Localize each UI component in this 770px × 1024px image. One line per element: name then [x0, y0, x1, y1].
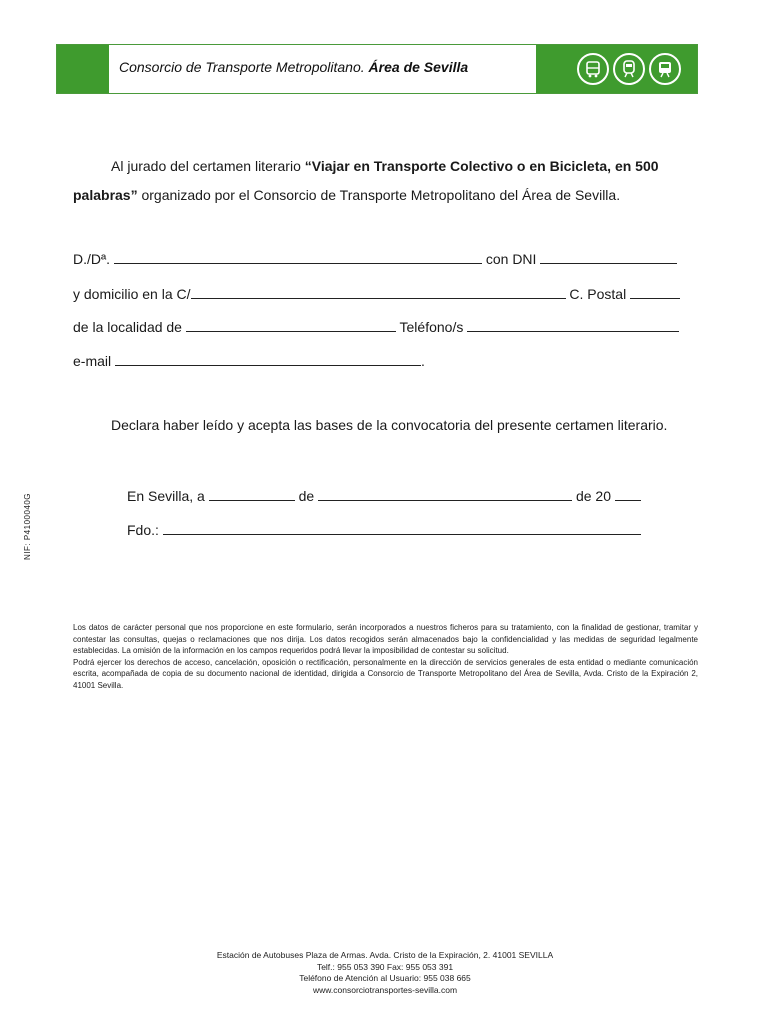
year-label: de 20 [575, 488, 612, 504]
de-label: de [298, 488, 315, 504]
email-label: e-mail [73, 353, 112, 369]
address-line [73, 284, 680, 302]
month-field[interactable] [318, 486, 572, 501]
name-line [73, 249, 677, 267]
locality-line [73, 317, 679, 335]
declaration: Declara haber leído y acepta las bases de la convocatoria del presente certamen literario. [111, 417, 668, 433]
metro-icon [649, 53, 681, 85]
organization-name: Consorcio de Transporte Metropolitano. [119, 59, 365, 75]
dni-field[interactable] [540, 249, 677, 264]
year-field[interactable] [615, 486, 641, 501]
organization-title [119, 59, 468, 75]
day-field[interactable] [209, 486, 295, 501]
footer-line-3: Teléfono de Atención al Usuario: 955 038 665 [299, 973, 471, 983]
date-line [127, 486, 641, 504]
nif-vertical-text: NIF: P4100040G [23, 492, 32, 560]
email-field[interactable] [115, 351, 421, 366]
name-field[interactable] [114, 249, 482, 264]
postal-field[interactable] [630, 284, 680, 299]
green-block-left [57, 45, 109, 93]
address-field[interactable] [191, 284, 566, 299]
footer-address [0, 950, 770, 996]
signature-line [127, 520, 641, 538]
dni-label: con DNI [485, 251, 537, 267]
contest-title: “Viajar en Transporte Colectivo o en Bicicleta, en 500 palabras” [73, 158, 659, 203]
legal-notice [73, 622, 698, 692]
organization-area: Área de Sevilla [368, 59, 469, 75]
intro-text-end: organizado por el Consorcio de Transporte Metropolitano del Área de Sevilla. [137, 187, 621, 203]
place-label: En Sevilla, a [127, 488, 205, 504]
transport-icons [577, 53, 681, 85]
locality-field[interactable] [186, 317, 396, 332]
footer-line-2: Telf.: 955 053 390 Fax: 955 053 391 [316, 961, 454, 972]
phone-label: Teléfono/s [399, 319, 464, 335]
legal-paragraph-1: Los datos de carácter personal que nos proporcione en este formulario, serán incorporados a nuestros ficheros para su tratamiento, con la finalidad de gestionar, tramitar y contestar las consultas, quejas o reclamaciones que nos dirija. Los datos recogidos serán almacenados bajo la confidencialidad y las medidas de seguridad legalmente establecidas. La omisión de la información en los campos requeridos podrá llevar la imposibilidad de contestar su solicitud. [73, 623, 698, 656]
phone-field[interactable] [467, 317, 679, 332]
name-label: D./Dª. [73, 251, 111, 267]
postal-label: C. Postal [569, 286, 627, 302]
intro-text-start: Al jurado del certamen literario [111, 158, 305, 174]
train-icon [613, 53, 645, 85]
intro-paragraph [73, 152, 693, 210]
footer-website[interactable]: www.consorciotransportes-sevilla.com [312, 984, 458, 995]
legal-paragraph-2: Podrá ejercer los derechos de acceso, cancelación, oposición o rectificación, personalmente en la dirección de servicios generales de esta entidad o mediante comunicación escrita, acompañada de copia de su documento nacional de identidad, dirigida a Consorcio de Transporte Metropolitano del Área de Sevilla, Avda. Cristo de la Expiración 2, 41001 Sevilla. [73, 657, 698, 690]
bus-icon [577, 53, 609, 85]
footer-line-1: Estación de Autobuses Plaza de Armas. Avda. Cristo de la Expiración, 2. 41001 SEVILLA [216, 950, 554, 960]
sign-label: Fdo.: [127, 522, 159, 538]
email-line [73, 351, 425, 369]
locality-label: de la localidad de [73, 319, 182, 335]
address-label: y domicilio en la C/ [73, 286, 191, 302]
signature-field[interactable] [163, 520, 641, 535]
letterhead [56, 44, 698, 94]
email-end: . [421, 353, 425, 369]
green-block-right [536, 45, 697, 93]
